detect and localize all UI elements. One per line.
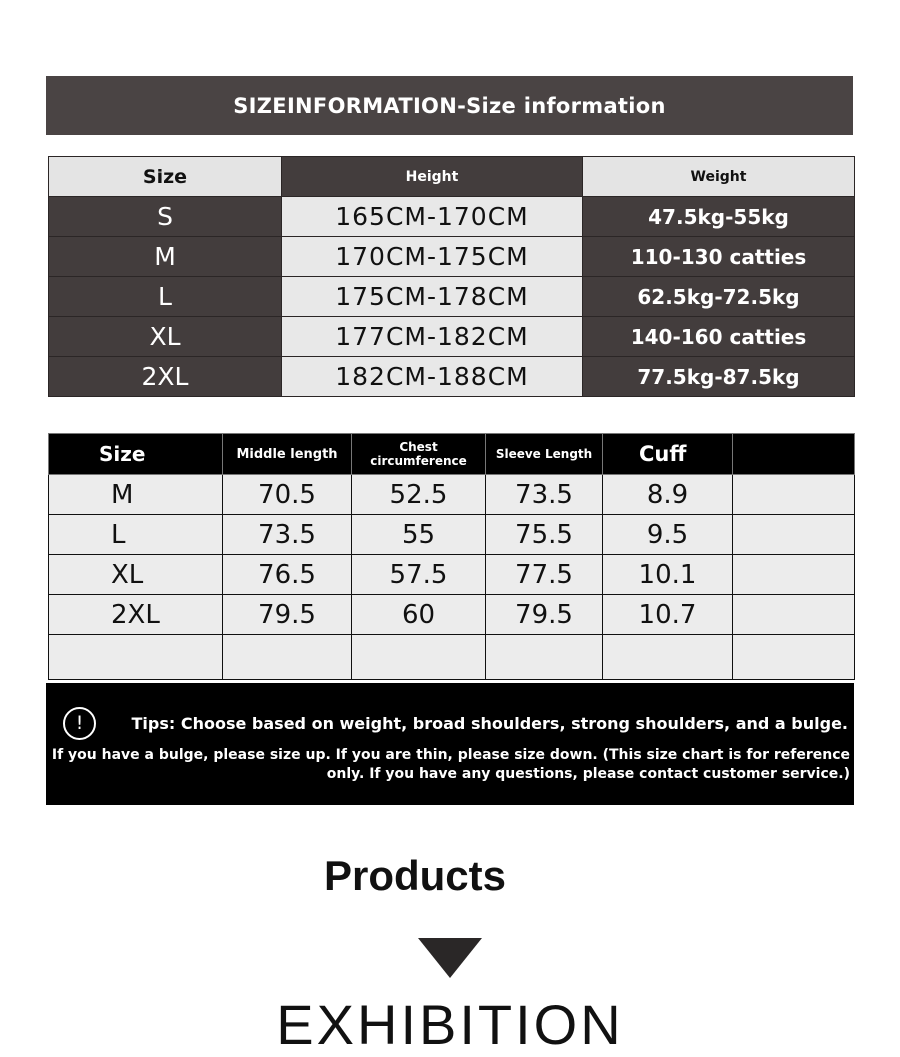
cell-empty	[486, 635, 603, 680]
table-row	[49, 237, 855, 277]
table-row	[49, 515, 855, 555]
header-size: Size	[49, 157, 282, 197]
tips-line-2a: If you have a bulge, please size up. If you are thin, please size down. (This size chart is for reference	[51, 747, 850, 763]
cell-sleeve-length: 73.5	[486, 475, 603, 515]
cell-weight: 62.5kg-72.5kg	[583, 277, 855, 317]
cell-cuff: 8.9	[603, 475, 733, 515]
header-height: Height	[282, 157, 583, 197]
header-weight: Weight	[583, 157, 855, 197]
header-chest: Chest circumference	[352, 434, 486, 475]
cell-empty	[223, 635, 352, 680]
cell-size: XL	[49, 317, 282, 357]
cell-weight: 77.5kg-87.5kg	[583, 357, 855, 397]
cell-middle-length: 79.5	[223, 595, 352, 635]
cell-middle-length: 70.5	[223, 475, 352, 515]
tips-line-2	[50, 746, 850, 784]
table-row	[49, 277, 855, 317]
products-text: Products	[323, 852, 507, 899]
cell-size: 2XL	[49, 595, 223, 635]
cell-height: 175CM-178CM	[282, 277, 583, 317]
triangle-down-icon	[418, 938, 482, 978]
tips-panel	[46, 683, 854, 805]
banner-title: SIZEINFORMATION-Size information	[233, 93, 666, 118]
table-row-empty	[49, 635, 855, 680]
cell-empty	[603, 635, 733, 680]
table-row	[49, 317, 855, 357]
header-empty	[733, 434, 855, 475]
cell-height: 165CM-170CM	[282, 197, 583, 237]
cell-chest: 52.5	[352, 475, 486, 515]
cell-cuff: 9.5	[603, 515, 733, 555]
cell-empty	[352, 635, 486, 680]
cell-weight: 47.5kg-55kg	[583, 197, 855, 237]
tips-line-1: Tips: Choose based on weight, broad shoulders, strong shoulders, and a bulge.	[131, 714, 848, 733]
products-heading	[0, 852, 900, 900]
measurement-table	[48, 433, 855, 680]
cell-chest: 57.5	[352, 555, 486, 595]
cell-chest: 60	[352, 595, 486, 635]
cell-weight: 110-130 catties	[583, 237, 855, 277]
cell-size: XL	[49, 555, 223, 595]
table-row	[49, 357, 855, 397]
cell-chest: 55	[352, 515, 486, 555]
cell-size: S	[49, 197, 282, 237]
cell-middle-length: 73.5	[223, 515, 352, 555]
header-sleeve-length: Sleeve Length	[486, 434, 603, 475]
cell-empty	[733, 515, 855, 555]
tips-line-2b: only. If you have any questions, please contact customer service.)	[326, 766, 850, 782]
table-header-row	[49, 434, 855, 475]
size-info-banner	[46, 76, 853, 135]
cell-sleeve-length: 77.5	[486, 555, 603, 595]
header-cuff: Cuff	[603, 434, 733, 475]
header-middle-length: Middle length	[223, 434, 352, 475]
cell-middle-length: 76.5	[223, 555, 352, 595]
cell-cuff: 10.7	[603, 595, 733, 635]
header-size: Size	[49, 434, 223, 475]
cell-empty	[733, 595, 855, 635]
table-header-row	[49, 157, 855, 197]
cell-size: L	[49, 277, 282, 317]
cell-height: 177CM-182CM	[282, 317, 583, 357]
cell-sleeve-length: 75.5	[486, 515, 603, 555]
cell-empty	[733, 475, 855, 515]
table-row	[49, 555, 855, 595]
table-row	[49, 475, 855, 515]
height-weight-table	[48, 156, 855, 397]
exclamation-circle-icon: !	[63, 707, 96, 740]
cell-sleeve-length: 79.5	[486, 595, 603, 635]
cell-size: M	[49, 237, 282, 277]
exhibition-heading: EXHIBITION	[276, 993, 624, 1056]
cell-empty	[733, 635, 855, 680]
cell-empty	[733, 555, 855, 595]
cell-cuff: 10.1	[603, 555, 733, 595]
cell-size: L	[49, 515, 223, 555]
cell-height: 182CM-188CM	[282, 357, 583, 397]
table-row	[49, 197, 855, 237]
table-row	[49, 595, 855, 635]
cell-height: 170CM-175CM	[282, 237, 583, 277]
cell-size: 2XL	[49, 357, 282, 397]
cell-weight: 140-160 catties	[583, 317, 855, 357]
cell-size: M	[49, 475, 223, 515]
cell-empty	[49, 635, 223, 680]
